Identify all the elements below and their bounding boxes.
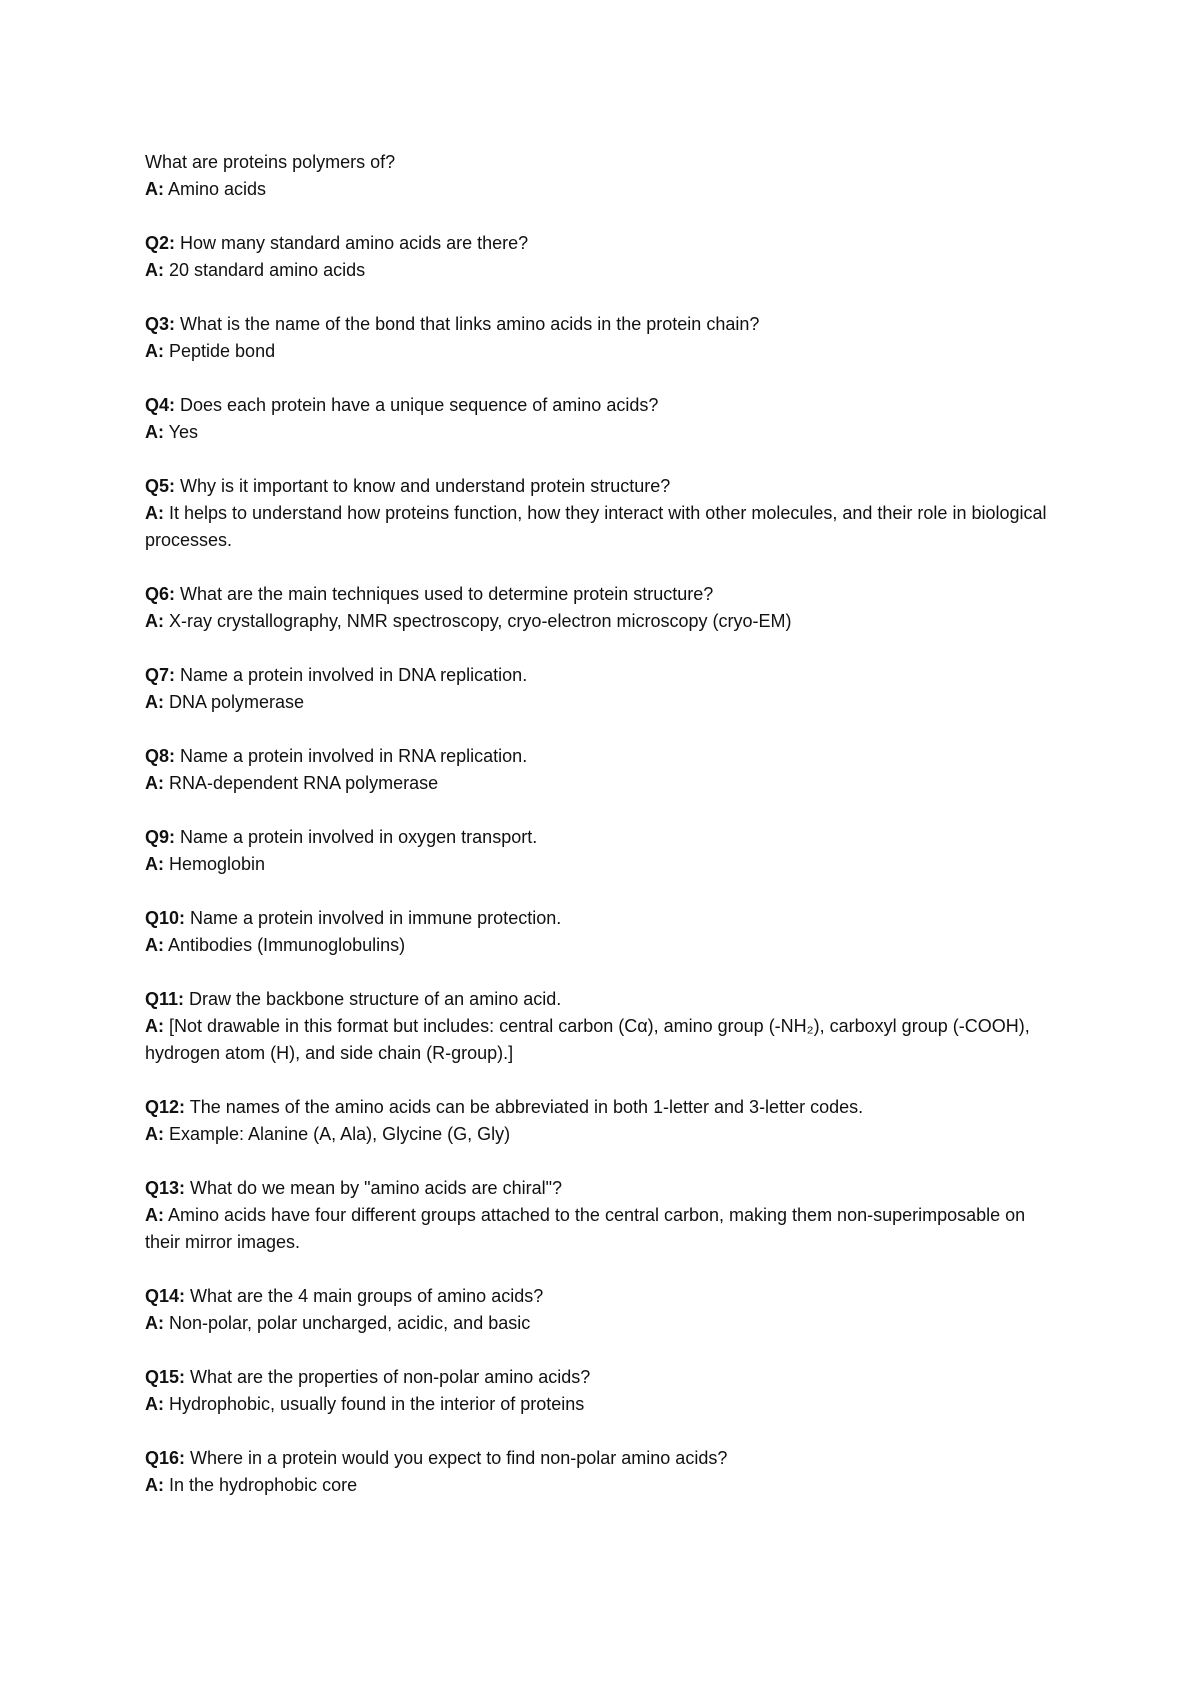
qa-item xyxy=(145,1283,1065,1337)
answer-text: Yes xyxy=(164,422,199,442)
answer-line xyxy=(145,1472,1065,1499)
question-number: Q15: xyxy=(145,1367,186,1387)
question-line xyxy=(145,1283,1065,1310)
question-line xyxy=(145,905,1065,932)
answer-text: Antibodies (Immunoglobulins) xyxy=(164,935,406,955)
question-text: Name a protein involved in oxygen transport. xyxy=(175,827,538,847)
question-number: Q4: xyxy=(145,395,176,415)
question-number: Q2: xyxy=(145,233,176,253)
question-number: Q11: xyxy=(145,989,185,1009)
qa-item xyxy=(145,149,1065,203)
answer-text: It helps to understand how proteins function, how they interact with other molecules, and their role in biological processes. xyxy=(145,503,1047,550)
answer-line xyxy=(145,338,1065,365)
answer-label: A: xyxy=(145,935,164,955)
answer-label: A: xyxy=(145,1475,164,1495)
question-line xyxy=(145,1094,1065,1121)
qa-item xyxy=(145,230,1065,284)
question-number: Q7: xyxy=(145,665,176,685)
qa-item xyxy=(145,905,1065,959)
question-text: What are the main techniques used to determine protein structure? xyxy=(175,584,714,604)
question-line xyxy=(145,662,1065,689)
question-text: What are the properties of non-polar amino acids? xyxy=(185,1367,591,1387)
qa-item xyxy=(145,1445,1065,1499)
question-line xyxy=(145,1364,1065,1391)
question-text: What are the 4 main groups of amino acids? xyxy=(185,1286,544,1306)
answer-label: A: xyxy=(145,1394,164,1414)
answer-label: A: xyxy=(145,773,164,793)
question-text: What are proteins polymers of? xyxy=(145,152,396,172)
answer-line xyxy=(145,176,1065,203)
qa-item xyxy=(145,473,1065,554)
question-text: What is the name of the bond that links amino acids in the protein chain? xyxy=(175,314,760,334)
answer-line xyxy=(145,689,1065,716)
question-text: What do we mean by "amino acids are chiral"? xyxy=(185,1178,562,1198)
question-number: Q5: xyxy=(145,476,176,496)
question-number: Q14: xyxy=(145,1286,186,1306)
answer-text: DNA polymerase xyxy=(164,692,305,712)
question-number: Q8: xyxy=(145,746,176,766)
question-text: Does each protein have a unique sequence of amino acids? xyxy=(175,395,659,415)
answer-text: Hydrophobic, usually found in the interior of proteins xyxy=(164,1394,585,1414)
answer-label: A: xyxy=(145,341,164,361)
answer-line xyxy=(145,770,1065,797)
answer-label: A: xyxy=(145,422,164,442)
answer-text: [Not drawable in this format but includes: central carbon (Cα), amino group (-NH₂), carboxyl group (-COOH), hydrogen atom (H), and side chain (R-group).] xyxy=(145,1016,1030,1063)
qa-list xyxy=(145,149,1065,1526)
question-number: Q13: xyxy=(145,1178,186,1198)
qa-item xyxy=(145,392,1065,446)
question-line xyxy=(145,824,1065,851)
question-text: Name a protein involved in immune protection. xyxy=(185,908,562,928)
answer-label: A: xyxy=(145,692,164,712)
answer-label: A: xyxy=(145,1313,164,1333)
qa-item xyxy=(145,1364,1065,1418)
question-line xyxy=(145,581,1065,608)
question-number: Q9: xyxy=(145,827,176,847)
qa-item xyxy=(145,1094,1065,1148)
question-number: Q6: xyxy=(145,584,176,604)
answer-line xyxy=(145,608,1065,635)
qa-item xyxy=(145,311,1065,365)
question-text: Why is it important to know and understand protein structure? xyxy=(175,476,671,496)
qa-item xyxy=(145,824,1065,878)
qa-item xyxy=(145,743,1065,797)
question-number: Q10: xyxy=(145,908,186,928)
answer-line xyxy=(145,851,1065,878)
question-text: Name a protein involved in RNA replication. xyxy=(175,746,528,766)
answer-label: A: xyxy=(145,179,164,199)
answer-text: X-ray crystallography, NMR spectroscopy, cryo-electron microscopy (cryo-EM) xyxy=(164,611,792,631)
answer-text: Example: Alanine (A, Ala), Glycine (G, Gly) xyxy=(164,1124,511,1144)
answer-text: Non-polar, polar uncharged, acidic, and basic xyxy=(164,1313,531,1333)
question-line xyxy=(145,986,1065,1013)
question-number: Q3: xyxy=(145,314,176,334)
answer-line xyxy=(145,257,1065,284)
answer-line xyxy=(145,1121,1065,1148)
question-line xyxy=(145,473,1065,500)
answer-text: In the hydrophobic core xyxy=(164,1475,358,1495)
answer-label: A: xyxy=(145,1205,164,1225)
answer-line xyxy=(145,1391,1065,1418)
answer-label: A: xyxy=(145,854,164,874)
question-number: Q12: xyxy=(145,1097,186,1117)
question-line xyxy=(145,149,1065,176)
answer-label: A: xyxy=(145,1016,164,1036)
question-line xyxy=(145,743,1065,770)
answer-label: A: xyxy=(145,1124,164,1144)
question-text: Name a protein involved in DNA replication. xyxy=(175,665,528,685)
qa-item xyxy=(145,662,1065,716)
answer-label: A: xyxy=(145,503,164,523)
answer-text: Hemoglobin xyxy=(164,854,266,874)
answer-text: Peptide bond xyxy=(164,341,276,361)
answer-text: Amino acids xyxy=(164,179,267,199)
question-text: How many standard amino acids are there? xyxy=(175,233,529,253)
qa-item xyxy=(145,1175,1065,1256)
question-line xyxy=(145,311,1065,338)
answer-line xyxy=(145,1310,1065,1337)
qa-item xyxy=(145,986,1065,1067)
answer-line xyxy=(145,932,1065,959)
question-text: Where in a protein would you expect to find non-polar amino acids? xyxy=(185,1448,728,1468)
answer-text: Amino acids have four different groups attached to the central carbon, making them non-superimposable on their mirror images. xyxy=(145,1205,1026,1252)
question-number: Q16: xyxy=(145,1448,186,1468)
answer-text: RNA-dependent RNA polymerase xyxy=(164,773,439,793)
question-line xyxy=(145,1175,1065,1202)
question-line xyxy=(145,230,1065,257)
answer-label: A: xyxy=(145,611,164,631)
answer-text: 20 standard amino acids xyxy=(164,260,366,280)
question-text: The names of the amino acids can be abbreviated in both 1-letter and 3-letter codes. xyxy=(185,1097,864,1117)
question-text: Draw the backbone structure of an amino acid. xyxy=(184,989,562,1009)
answer-line xyxy=(145,1202,1065,1256)
answer-line xyxy=(145,1013,1065,1067)
answer-label: A: xyxy=(145,260,164,280)
answer-line xyxy=(145,419,1065,446)
question-line xyxy=(145,392,1065,419)
qa-item xyxy=(145,581,1065,635)
answer-line xyxy=(145,500,1065,554)
question-line xyxy=(145,1445,1065,1472)
